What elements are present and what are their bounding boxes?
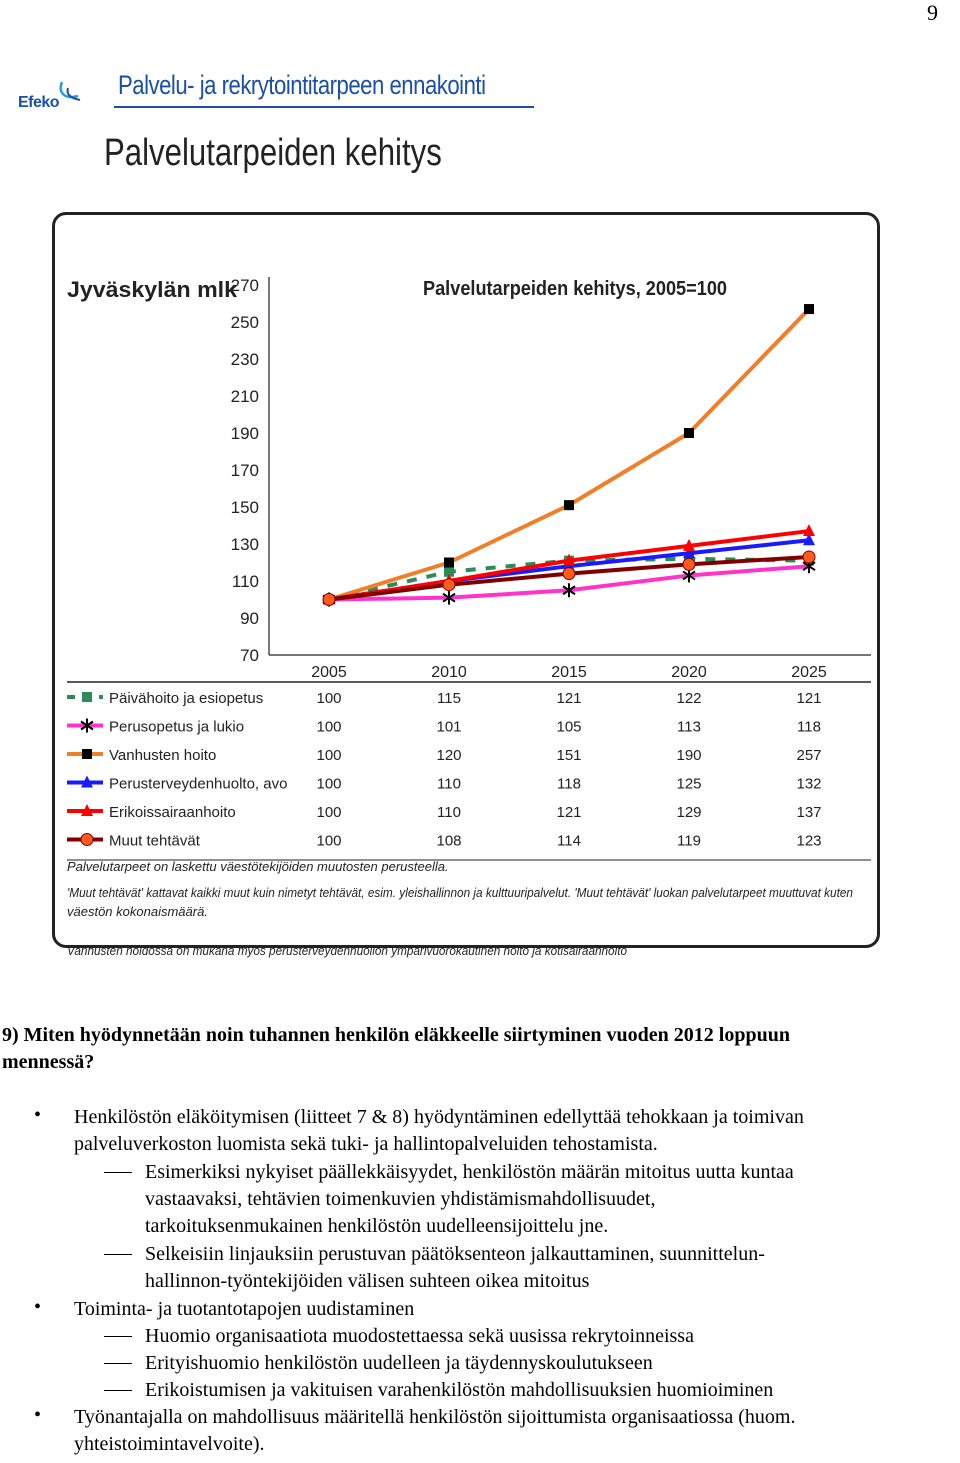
data-point-marker	[81, 834, 93, 846]
table-cell: 118	[797, 718, 821, 736]
header-title: Palvelu- ja rekrytointitarpeen ennakointi	[118, 70, 486, 100]
table-cell: 125	[676, 775, 702, 793]
data-point-marker	[323, 594, 335, 606]
sub-3: Huomio organisaatiota muodostettaessa sekä uusissa rekrytoinneissa	[145, 1325, 694, 1347]
data-point-marker	[564, 500, 574, 510]
sub-2-line-2: hallinnon-työntekijöiden välisen suhteen oikea mitoitus	[145, 1270, 590, 1292]
y-tick-label: 70	[240, 646, 259, 665]
data-point-marker	[82, 749, 92, 759]
dash-icon	[104, 1336, 132, 1337]
y-tick-label: 250	[230, 313, 259, 332]
data-point-marker	[444, 558, 454, 568]
y-tick-label: 170	[230, 461, 259, 480]
x-tick-label: 2005	[311, 664, 347, 681]
x-tick-label: 2020	[671, 664, 707, 681]
table-cell: 118	[557, 775, 581, 793]
question-heading	[2, 1022, 952, 1076]
page-number: 9	[927, 0, 938, 25]
data-point-marker	[563, 568, 575, 580]
table-cell: 121	[556, 804, 582, 821]
chart-note: 'Muut tehtävät' kattavat kaikki muut kuin nimetyt tehtävät, esim. yleishallinnon ja kulttuuripalvelut. 'Muut tehtävät' luokan palvelutarpeet muuttuvat kuten	[67, 885, 853, 900]
chart-note: Palvelutarpeet on laskettu väestötekijöiden muutosten perusteella.	[67, 859, 449, 874]
table-cell: 101	[436, 718, 462, 736]
dash-icon	[104, 1390, 132, 1391]
table-cell: 100	[316, 747, 342, 764]
bullet-icon: •	[34, 1104, 42, 1126]
table-cell: 100	[316, 718, 342, 736]
bullet-1-line-1: Henkilöstön eläköitymisen (liitteet 7 & 8) hyödyntäminen edellyttää tehokkaan ja toimivan	[74, 1106, 804, 1128]
table-cell: 110	[437, 775, 461, 793]
header-rule	[114, 106, 534, 108]
table-cell: 123	[796, 832, 822, 850]
table-cell: 121	[556, 690, 582, 707]
y-tick-label: 150	[230, 498, 259, 517]
chart-note: Vanhusten hoidossa on mukana myös perusterveydenhuollon ympärivuorokautinen hoito ja kotisairaanhoito	[67, 943, 627, 958]
logo-text: Efeko	[18, 94, 60, 111]
table-cell: 110	[437, 804, 461, 821]
y-tick-label: 270	[230, 276, 259, 295]
y-tick-label: 130	[230, 535, 259, 554]
bullet-icon: •	[34, 1404, 42, 1426]
efeko-logo	[18, 78, 84, 118]
dash-icon	[104, 1254, 132, 1255]
table-cell: 120	[436, 747, 462, 764]
bullet-3-line-1: Työnantajalla on mahdollisuus määritellä henkilöstön sijoittumista organisaatiossa (huom.	[74, 1406, 796, 1428]
x-tick-label: 2015	[551, 664, 587, 681]
data-point-marker	[82, 692, 92, 702]
y-tick-label: 230	[230, 350, 259, 369]
table-cell: 132	[796, 775, 822, 793]
dash-icon	[104, 1172, 132, 1173]
y-tick-label: 90	[240, 609, 259, 628]
sub-2-line-1: Selkeisiin linjauksiin perustuvan päätöksenteon jalkauttaminen, suunnittelun-	[145, 1243, 765, 1265]
x-tick-label: 2010	[431, 664, 467, 681]
chart-title: Palvelutarpeiden kehitys, 2005=100	[423, 278, 727, 300]
y-tick-label: 210	[230, 387, 259, 406]
chart-region-label: Jyväskylän mlk	[67, 277, 238, 302]
bullet-3-line-2: yhteistoimintavelvoite).	[74, 1433, 265, 1455]
question-line: 9) Miten hyödynnetään noin tuhannen henkilön eläkkeelle siirtyminen vuoden 2012 loppuun	[2, 1024, 790, 1046]
table-cell: 122	[676, 690, 702, 707]
table-cell: 100	[316, 775, 342, 793]
legend-label: Vanhusten hoito	[109, 747, 217, 764]
table-cell: 190	[676, 747, 702, 764]
table-cell: 137	[796, 804, 822, 821]
table-cell: 257	[796, 747, 822, 764]
data-point-marker	[803, 551, 815, 563]
sub-1-line-2: vastaavaksi, tehtävien toimenkuvien yhdistämismahdollisuudet,	[145, 1188, 656, 1210]
table-cell: 119	[677, 832, 701, 850]
y-tick-label: 190	[230, 424, 259, 443]
table-cell: 100	[316, 804, 342, 821]
legend-label: Perusopetus ja lukio	[109, 718, 245, 736]
slide-image	[4, 36, 918, 1002]
table-cell: 115	[437, 690, 461, 707]
table-cell: 100	[316, 832, 342, 850]
table-cell: 121	[796, 690, 822, 707]
table-cell: 151	[556, 747, 582, 764]
y-tick-label: 110	[231, 572, 259, 591]
table-cell: 113	[677, 718, 701, 736]
sub-4: Erityishuomio henkilöstön uudelleen ja täydennyskoulutukseen	[145, 1352, 653, 1374]
legend-label: Muut tehtävät	[109, 832, 200, 850]
legend-label: Perusterveydenhuolto, avo	[109, 775, 288, 793]
slide-title: Palvelutarpeiden kehitys	[104, 132, 442, 174]
data-point-marker	[443, 579, 455, 591]
chart-note: väestön kokonaismäärä.	[67, 904, 208, 919]
dash-icon	[104, 1363, 132, 1364]
bullet-2: Toiminta- ja tuotantotapojen uudistaminen	[74, 1298, 415, 1320]
table-cell: 108	[436, 832, 462, 850]
table-cell: 100	[316, 690, 342, 707]
legend-label: Päivähoito ja esiopetus	[109, 690, 264, 707]
legend-label: Erikoissairaanhoito	[109, 804, 236, 821]
chart-box	[52, 212, 880, 958]
table-cell: 114	[557, 832, 581, 850]
bullet-1-line-2: palveluverkoston luomista sekä tuki- ja hallintopalveluiden tehostamista.	[74, 1133, 658, 1155]
table-cell: 105	[556, 718, 582, 736]
question-line: mennessä?	[2, 1051, 95, 1073]
data-point-marker	[683, 558, 695, 570]
x-tick-label: 2025	[791, 664, 827, 681]
sub-1-line-3: tarkoituksenmukainen henkilöstön uudelleensijoittelu jne.	[145, 1215, 609, 1237]
table-cell: 129	[676, 804, 702, 821]
data-point-marker	[804, 304, 814, 314]
chart-svg	[55, 215, 877, 958]
bullet-icon: •	[34, 1296, 42, 1318]
data-point-marker	[684, 428, 694, 438]
sub-5: Erikoistumisen ja vakituisen varahenkilöstön mahdollisuuksien huomioiminen	[145, 1379, 774, 1401]
sub-1-line-1: Esimerkiksi nykyiset päällekkäisyydet, henkilöstön määrän mitoitus uutta kuntaa	[145, 1161, 794, 1183]
